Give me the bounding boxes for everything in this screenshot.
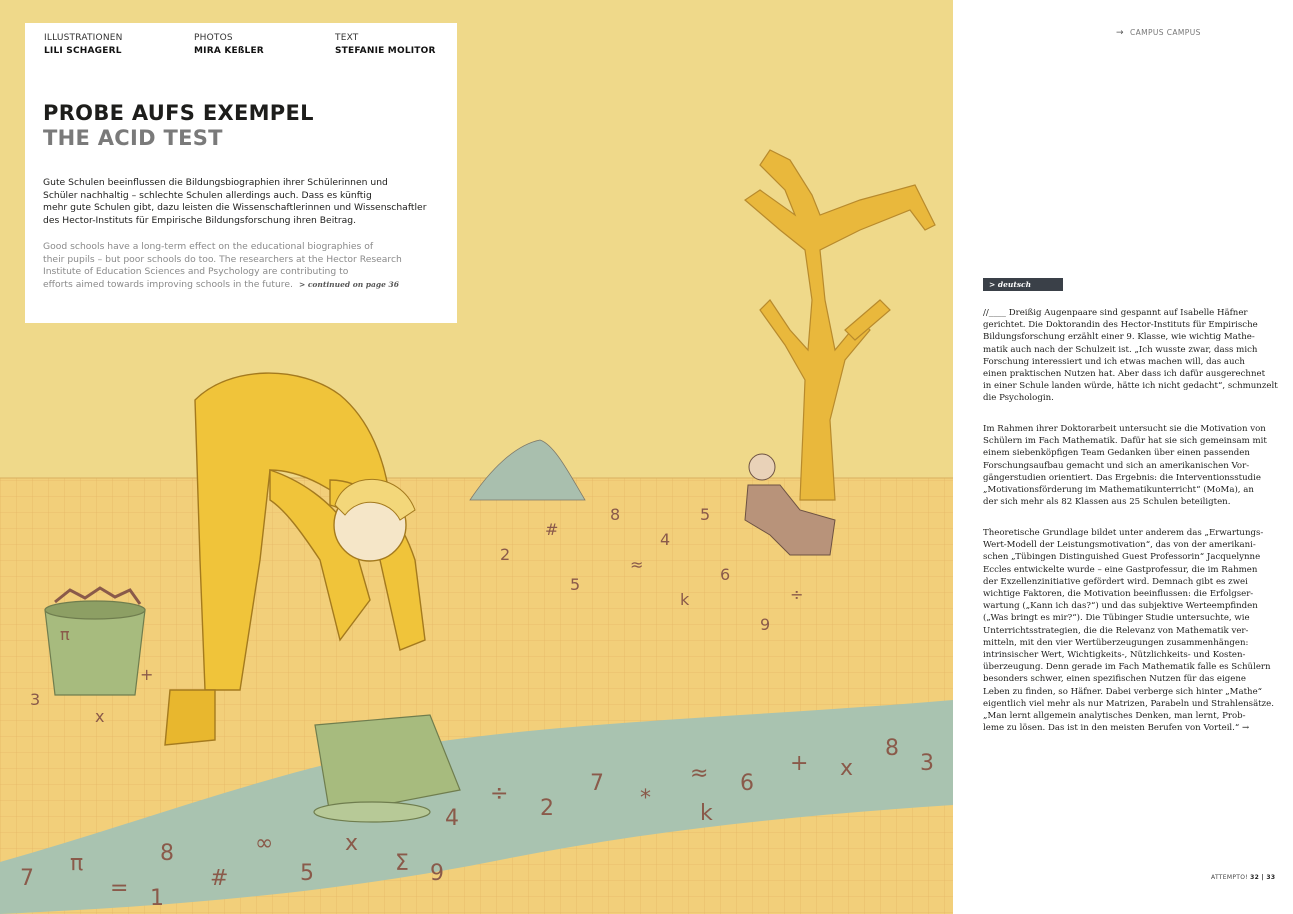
- svg-text:7: 7: [20, 866, 34, 891]
- page-folio: [1211, 874, 1275, 881]
- page-numbers: 32 | 33: [1250, 874, 1276, 881]
- lead-line: their pupils – but poor schools do too. The researchers at the Hector Research: [43, 253, 402, 265]
- svg-text:8: 8: [160, 841, 174, 866]
- svg-text:=: =: [110, 876, 129, 901]
- credit-name: MIRA KEßLER: [194, 46, 264, 56]
- svg-text:4: 4: [445, 806, 459, 831]
- svg-text:3: 3: [30, 690, 41, 709]
- lead-line: Good schools have a long-term effect on the educational biographies of: [43, 241, 374, 252]
- body-paragraph-2: [983, 423, 1280, 508]
- body-line: wartung („Kann ich das?“) und das subjektive Werteempfinden: [983, 601, 1258, 612]
- credit-illustrations: [44, 32, 123, 58]
- svg-text:÷: ÷: [790, 585, 804, 604]
- body-line: Bildungsforschung erzählt einer 9. Klasse, wie wichtig Mathe-: [983, 332, 1255, 343]
- magazine-name: ATTEMPTO!: [1211, 874, 1248, 881]
- svg-text:2: 2: [540, 796, 554, 821]
- body-line: Im Rahmen ihrer Doktorarbeit untersucht sie die Motivation von: [983, 424, 1266, 434]
- body-line: intrinsischer Wert, Wichtigkeits-, Nützlichkeits- und Kosten-: [983, 650, 1246, 661]
- body-line: einem siebenköpfigen Team Gedanken über einen passenden: [983, 448, 1250, 459]
- svg-text:#: #: [545, 520, 559, 539]
- lead-line-last: [43, 279, 453, 292]
- credit-role: ILLUSTRATIONEN: [44, 33, 123, 43]
- body-line: Schülern im Fach Mathematik. Dafür hat sie sich gemeinsam mit: [983, 436, 1267, 447]
- body-line: //____ Dreißig Augenpaare sind gespannt auf Isabelle Häfner: [983, 308, 1248, 318]
- lead-line: efforts aimed towards improving schools in the future.: [43, 278, 293, 290]
- article-title-german: PROBE AUFS EXEMPEL: [43, 101, 314, 125]
- section-label-text: CAMPUS CAMPUS: [1129, 28, 1201, 37]
- body-line: schen „Tübingen Distinguished Guest Professorin“ Jacquelynne: [983, 552, 1261, 563]
- svg-text:3: 3: [920, 751, 934, 776]
- svg-text:≈: ≈: [630, 555, 644, 574]
- svg-text:9: 9: [430, 861, 444, 886]
- body-line: Eccles entwickelte wurde – eine Gastprofessur, die im Rahmen: [983, 564, 1258, 575]
- text-page: [953, 0, 1293, 914]
- body-paragraph-3: [983, 527, 1280, 734]
- body-line: der Exzellenzinitiative gefördert wird. Demnach gibt es zwei: [983, 576, 1248, 587]
- lead-line: Schüler nachhaltig – schlechte Schulen allerdings auch. Dass es künftig: [43, 189, 372, 201]
- body-paragraph-1: [983, 307, 1280, 405]
- body-line: matik auch nach der Schulzeit ist. „Ich wusste zwar, dass mich: [983, 344, 1258, 355]
- body-line: Unterrichtsstrategien, die die Relevanz von Mathematik ver-: [983, 625, 1249, 636]
- credit-photos: [194, 32, 264, 58]
- body-line: überzeugung. Denn gerade im Fach Mathematik falle es Schülern: [983, 662, 1271, 673]
- body-line: eigentlich viel mehr als nur Matrizen, Parabeln und Strahlensätze.: [983, 698, 1274, 709]
- lead-line: des Hector-Instituts für Empirische Bildungsforschung ihren Beitrag.: [43, 214, 357, 226]
- svg-text:Σ: Σ: [395, 851, 409, 876]
- article-title-english: THE ACID TEST: [43, 126, 223, 150]
- svg-text:1: 1: [150, 886, 164, 911]
- lead-text-german: [43, 177, 453, 227]
- svg-text:÷: ÷: [490, 781, 509, 806]
- svg-text:7: 7: [590, 771, 604, 796]
- body-line: „Man lernt allgemein analytisches Denken, man lernt, Prob-: [983, 711, 1246, 722]
- body-line: gerichtet. Die Doktorandin des Hector-Instituts für Empirische: [983, 320, 1258, 331]
- body-line: einen praktischen Nutzen hat. Aber dass ich dafür ausgerechnet: [983, 369, 1266, 380]
- body-line: in einer Schule landen würde, hätte ich nicht gedacht“, schmunzelt: [983, 381, 1278, 392]
- svg-text:+: +: [140, 665, 154, 684]
- body-line: wichtige Faktoren, die Motivation beeinflussen: die Erfolgser-: [983, 589, 1254, 600]
- svg-text:k: k: [700, 801, 713, 826]
- credit-name: LILI SCHAGERL: [44, 46, 122, 56]
- body-line: Forschungsaufbau gemacht und sich an amerikanischen Vor-: [983, 460, 1250, 471]
- lead-line: Gute Schulen beeinflussen die Bildungsbiographien ihrer Schülerinnen und: [43, 177, 388, 188]
- lead-text-english: [43, 241, 453, 291]
- body-line: der sich mehr als 82 Klassen aus 25 Schulen beteiligten.: [983, 497, 1231, 508]
- svg-text:k: k: [680, 590, 690, 609]
- svg-text:5: 5: [300, 861, 314, 886]
- body-line: Theoretische Grundlage bildet unter anderem das „Erwartungs-: [983, 528, 1264, 538]
- svg-text:π: π: [70, 851, 84, 876]
- svg-text:x: x: [840, 756, 854, 781]
- lead-line: Institute of Education Sciences and Psychology are contributing to: [43, 266, 349, 278]
- credit-role: PHOTOS: [194, 33, 233, 43]
- arrow-right-icon: →: [1116, 28, 1124, 38]
- svg-text:*: *: [640, 786, 651, 811]
- svg-text:#: #: [210, 866, 229, 891]
- credit-name: STEFANIE MOLITOR: [335, 46, 436, 56]
- body-line: besonders schwer, einen spezifischen Nutzen für das eigene: [983, 674, 1246, 685]
- svg-text:π: π: [60, 625, 70, 644]
- svg-text:4: 4: [660, 530, 671, 549]
- body-line: mitteln, mit den vier Wertüberzeugungen zusammenhängen:: [983, 637, 1249, 648]
- body-line: Forschung interessiert und ich etwas machen will, das auch: [983, 356, 1245, 367]
- svg-text:2: 2: [500, 545, 511, 564]
- body-line: leme zu lösen. Das ist in den meisten Berufen von Vorteil.“ →: [983, 723, 1250, 734]
- body-line: „Motivationsförderung im Mathematikunterricht“ (MoMa), an: [983, 485, 1254, 496]
- body-line: Wert-Modell der Leistungsmotivation“, das von der amerikani-: [983, 540, 1256, 551]
- intro-box: [25, 23, 457, 323]
- svg-text:6: 6: [740, 771, 754, 796]
- svg-text:∞: ∞: [255, 831, 274, 856]
- svg-text:8: 8: [885, 736, 899, 761]
- svg-text:9: 9: [760, 615, 771, 634]
- body-line: die Psychologin.: [983, 393, 1054, 404]
- body-line: Leben zu finden, so Häfner. Dabei verberge sich hinter „Mathe“: [983, 686, 1263, 697]
- language-tag: > deutsch: [983, 278, 1063, 291]
- section-label[interactable]: [1116, 28, 1201, 38]
- svg-text:≈: ≈: [690, 761, 709, 786]
- credit-text: [335, 32, 436, 58]
- svg-text:5: 5: [700, 505, 711, 524]
- continued-link[interactable]: > continued on page 36: [298, 279, 399, 289]
- svg-text:+: +: [790, 751, 809, 776]
- body-line: gängerstudien orientiert. Das Ergebnis: die Interventionsstudie: [983, 472, 1261, 483]
- svg-text:6: 6: [720, 565, 731, 584]
- credit-role: TEXT: [335, 33, 359, 43]
- svg-text:x: x: [95, 707, 105, 726]
- lead-line: mehr gute Schulen gibt, dazu leisten die Wissenschaftlerinnen und Wissenschaftler: [43, 202, 427, 214]
- svg-text:x: x: [345, 831, 359, 856]
- body-line: („Was bringt es mir?“). Die Tübinger Studie untersuchte, wie: [983, 613, 1250, 624]
- svg-text:5: 5: [570, 575, 581, 594]
- svg-text:8: 8: [610, 505, 621, 524]
